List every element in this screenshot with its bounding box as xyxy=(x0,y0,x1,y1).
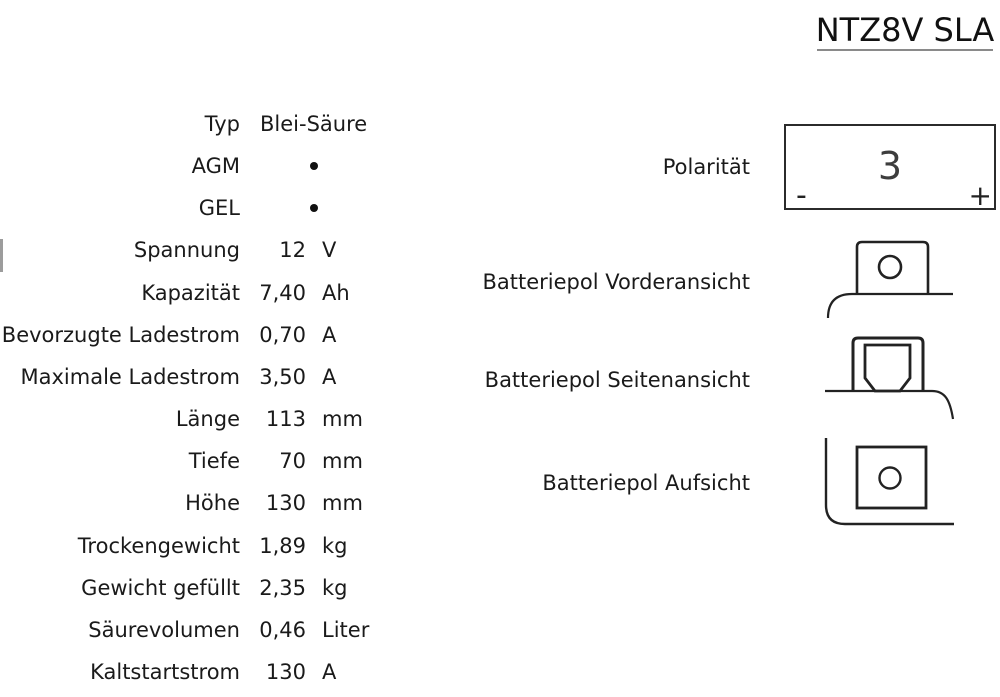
spec-unit: A xyxy=(322,322,337,347)
terminal-hole-circle xyxy=(879,256,901,278)
spec-value: 7,40 xyxy=(259,280,306,305)
spec-value: 0,70 xyxy=(259,322,306,347)
spec-label: Länge xyxy=(175,407,240,432)
spec-label: GEL xyxy=(198,196,240,221)
plus-sign: + xyxy=(968,179,992,212)
spec-value: 70 xyxy=(279,449,306,474)
polarity-value: 3 xyxy=(877,144,903,189)
spec-value: 130 xyxy=(265,491,306,516)
spec-label: Gewicht gefüllt xyxy=(81,575,240,600)
spec-label: Spannung xyxy=(133,238,240,263)
battery-top-edge-line xyxy=(825,391,953,419)
spec-row xyxy=(0,356,430,398)
spec-label: Tiefe xyxy=(188,449,240,474)
battery-terminal-side-view-diagram xyxy=(810,330,965,425)
front-view-icon xyxy=(810,230,960,325)
spec-row xyxy=(0,482,430,524)
spec-value: 2,35 xyxy=(259,575,306,600)
top-view-icon xyxy=(815,430,990,532)
spec-row xyxy=(0,440,430,482)
spec-label: Maximale Ladestrom xyxy=(20,364,240,389)
spec-unit: kg xyxy=(322,533,348,558)
battery-terminal-top-view-diagram xyxy=(815,430,990,532)
spec-label: Typ xyxy=(204,112,240,136)
spec-label: Säurevolumen xyxy=(88,617,240,642)
feature-dot xyxy=(310,204,318,212)
feature-dot xyxy=(310,162,318,170)
spec-value: 113 xyxy=(265,407,306,432)
spec-unit: kg xyxy=(322,575,348,600)
spec-row xyxy=(0,651,430,693)
spec-label: AGM xyxy=(191,154,240,179)
spec-value: 12 xyxy=(279,238,306,263)
spec-value: 1,89 xyxy=(259,533,306,558)
page-title: NTZ8V SLA xyxy=(815,11,995,49)
spec-row xyxy=(0,398,430,440)
front-view-label: Batteriepol Vorderansicht xyxy=(482,270,750,294)
spec-label: Trockengewicht xyxy=(77,533,240,558)
spec-unit: mm xyxy=(322,491,363,516)
spec-row xyxy=(0,103,430,145)
spec-label: Bevorzugte Ladestrom xyxy=(1,322,240,347)
spec-value: 3,50 xyxy=(259,364,306,389)
spec-unit: mm xyxy=(322,407,363,432)
spec-unit: Liter xyxy=(322,617,370,642)
spec-label: Kapazität xyxy=(141,280,240,305)
spec-label: Kaltstartstrom xyxy=(90,659,240,684)
spec-table xyxy=(0,103,430,697)
spec-row xyxy=(0,229,430,271)
spec-row xyxy=(0,187,430,229)
battery-corner-line xyxy=(826,438,954,524)
spec-value: Blei-Säure xyxy=(260,112,368,136)
polarity-box xyxy=(784,124,996,213)
spec-unit: Ah xyxy=(322,280,350,305)
side-view-icon xyxy=(810,330,965,425)
spec-unit: A xyxy=(322,659,337,684)
terminal-outline xyxy=(857,242,928,294)
spec-unit: V xyxy=(322,238,337,263)
spec-label: Höhe xyxy=(185,491,240,516)
terminal-hole-circle xyxy=(880,468,901,489)
spec-unit: A xyxy=(322,364,337,389)
top-view-label: Batteriepol Aufsicht xyxy=(542,471,750,495)
battery-terminal-front-view-diagram xyxy=(810,230,960,325)
battery-top-edge-line xyxy=(828,294,953,318)
spec-row xyxy=(0,314,430,356)
spec-unit: mm xyxy=(322,449,363,474)
spec-value: 0,46 xyxy=(259,617,306,642)
side-view-label: Batteriepol Seitenansicht xyxy=(484,368,750,392)
polarity-label: Polarität xyxy=(662,155,750,179)
terminal-inner-shape xyxy=(865,345,910,391)
spec-row xyxy=(0,609,430,651)
terminal-square-outline xyxy=(857,447,926,508)
spec-row xyxy=(0,145,430,187)
spec-value: 130 xyxy=(265,659,306,684)
minus-sign: - xyxy=(796,178,807,213)
spec-row xyxy=(0,567,430,609)
spec-row xyxy=(0,272,430,314)
spec-row xyxy=(0,525,430,567)
title-underline xyxy=(817,49,993,51)
